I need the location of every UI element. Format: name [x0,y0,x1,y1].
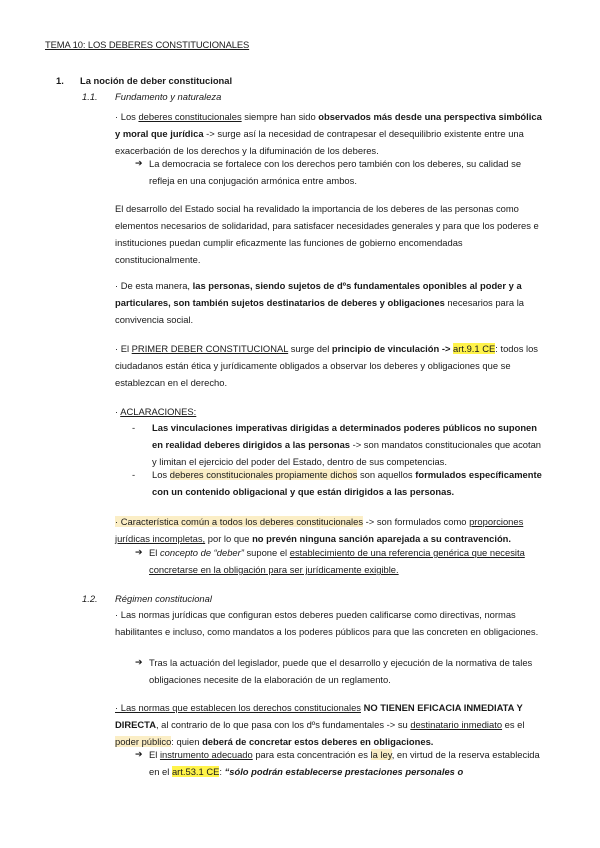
aclaraciones-heading: · ACLARACIONES: [115,406,197,417]
arrow-note-instrumento: ➔ El instrumento adecuado para esta concentración es la ley, en virtud de la reserva establecida en el art.53.1 CE: “sólo podrán establecerse prestaciones personales o [135,746,545,780]
arrow-icon: ➔ [135,657,143,667]
subsection-number: 1.2. [82,593,98,604]
dash-bullet: - [132,469,136,480]
paragraph-primer-deber: · El PRIMER DEBER CONSTITUCIONAL surge del principio de vinculación -> art.9.1 CE: todos los ciudadanos están ética y jurídicamente obligados a observar los deberes y obligaciones que se establezcan en el derecho. [115,343,538,388]
subsection-heading-1-1 [82,88,221,105]
arrow-icon: ➔ [135,749,143,759]
subsection-heading-1-2 [82,590,212,607]
paragraph-fundamento: · Los deberes constitucionales siempre han sido observados más desde una perspectiva simbólica y moral que jurídica -> surge así la necesidad de contrapesar el desequilibrio existente entre una exacerbación de los derechos y la difuminación de los deberes. [115,111,542,156]
paragraph-estado-social: El desarrollo del Estado social ha revalidado la importancia de los deberes de las personas como elementos necesarios de solidaridad, para satisfacer necesidades generales y para que los poderes e instituciones puedan cumplir eficazmente las funciones de gobierno encomendadas constitucionalmente. [115,203,539,265]
highlight-art-9-1: art.9.1 CE [453,343,496,354]
subsection-label: Régimen constitucional [115,593,212,604]
list-item-vinculaciones: - Las vinculaciones imperativas dirigidas a determinados poderes públicos no suponen en realidad deberes dirigidos a las personas -> son mandatos constitucionales que acotan y limitan el ejercicio del poder del Estado, dentro de sus competencias. [132,419,545,470]
arrow-note-democracia: ➔ La democracia se fortalece con los derechos pero también con los deberes, su calidad se refleja en una conjugación armónica entre ambos. [135,155,545,189]
arrow-note-legislador: ➔ Tras la actuación del legislador, puede que el desarrollo y ejecución de la normativa de tales obligaciones necesite de la elaboración de un reglamento. [135,654,545,688]
page-title: TEMA 10: LOS DEBERES CONSTITUCIONALES [45,39,250,50]
subsection-label: Fundamento y naturaleza [115,91,222,102]
highlight-art-53-1: art.53.1 CE [171,766,220,777]
section-number: 1. [56,75,64,86]
paragraph-normas-juridicas: · Las normas jurídicas que configuran estos deberes pueden calificarse como directivas, normas habilitantes e incluso, como mandatos a los poderes públicos para que las concreten en obligaciones. [115,609,539,637]
section-label: La noción de deber constitucional [80,75,233,86]
list-item-deberes-propios: - Los deberes constitucionales propiamente dichos son aquellos formulados específicamente con un contenido obligacional y que están dirigidos a las personas. [132,466,545,500]
paragraph-personas: · De esta manera, las personas, siendo sujetos de dºs fundamentales oponibles al poder y a particulares, son también sujetos destinatarios de deberes y obligaciones necesarios para la convivencia social. [115,280,525,325]
paragraph-caracteristica: · Característica común a todos los deberes constitucionales -> son formulados como proporciones jurídicas incompletas, por lo que no prevén ninguna sanción aparejada a su contravención. [115,516,524,544]
arrow-note-concepto-deber: ➔ El concepto de “deber” supone el establecimiento de una referencia genérica que necesita concretarse en la obligación para ser jurídicamente exigible. [135,544,545,578]
dash-bullet: - [132,422,136,433]
arrow-icon: ➔ [135,158,143,168]
section-heading-1 [56,72,232,89]
subsection-number: 1.1. [82,91,98,102]
arrow-icon: ➔ [135,547,143,557]
paragraph-eficacia: · Las normas que establecen los derechos constitucionales NO TIENEN EFICACIA INMEDIATA Y DIRECTA, al contrario de lo que pasa con los dºs fundamentales -> su destinatario inmediato es el poder público: quien deberá de concretar estos deberes en obligaciones. [115,702,525,747]
